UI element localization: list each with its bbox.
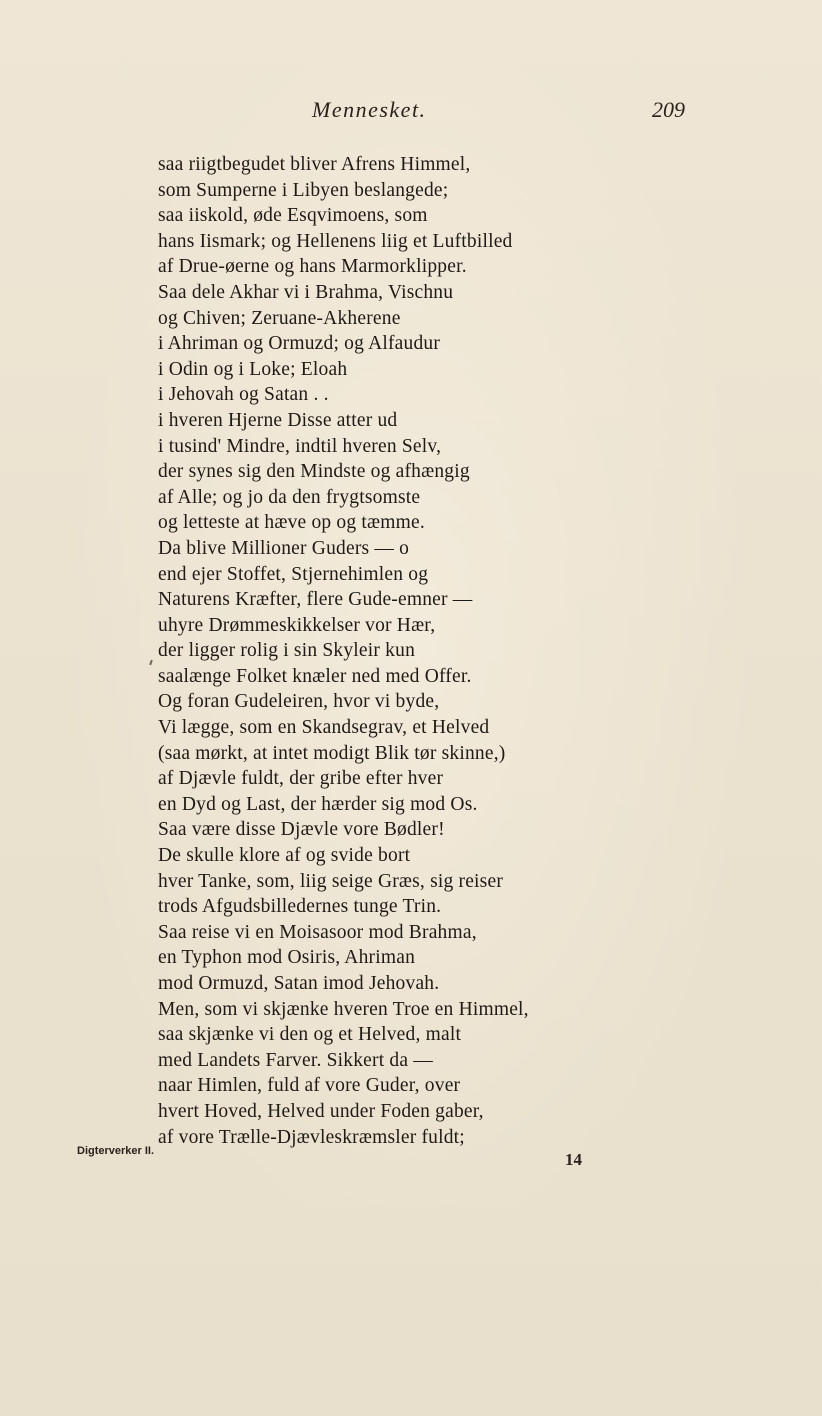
poem-line: i Ahriman og Ormuzd; og Alfaudur [158,333,441,355]
ink-speck [149,660,153,665]
poem-line: som Sumperne i Libyen beslangede; [158,179,449,201]
poem-line: hver Tanke, som, liig seige Græs, sig reiser [158,870,504,892]
poem-line: Saa være disse Djævle vore Bødler! [158,819,445,841]
poem-line: og letteste at hæve op og tæmme. [158,512,425,534]
poem-line: uhyre Drømmeskikkelser vor Hær, [158,614,436,636]
poem-line: og Chiven; Zeruane-Akherene [158,307,401,329]
poem-line: hans Iismark; og Hellenens liig et Luftbilled [158,230,513,252]
poem-line: trods Afgudsbilledernes tunge Trin. [158,896,442,918]
poem-line: Saa reise vi en Moisasoor mod Brahma, [158,921,477,943]
poem-line: i Jehovah og Satan . . [158,384,329,406]
poem-line: Og foran Gudeleiren, hvor vi byde, [158,691,440,713]
poem-line: saalænge Folket knæler ned med Offer. [158,665,472,687]
poem-text [158,152,718,1150]
page-number: 209 [652,97,685,122]
running-head [0,97,822,129]
poem-line: i hveren Hjerne Disse atter ud [158,409,398,431]
poem-line: med Landets Farver. Sikkert da — [158,1049,434,1071]
poem-line: Men, som vi skjænke hveren Troe en Himmel, [158,998,529,1020]
poem-line: i tusind' Mindre, indtil hveren Selv, [158,435,442,457]
poem-line: saa iiskold, øde Esqvimoens, som [158,205,428,227]
poem-line: i Odin og i Loke; Eloah [158,358,348,380]
poem-line: af vore Trælle-Djævleskræmsler fuldt; [158,1126,465,1148]
poem-line: Vi lægge, som en Skandsegrav, et Helved [158,717,490,739]
poem-line: Da blive Millioner Guders — o [158,537,410,559]
poem-line: Naturens Kræfter, flere Gude-emner — [158,589,473,611]
page-title: Mennesket. [312,97,427,122]
printer-signature: Digterverker II. [77,1145,155,1157]
poem-line: mod Ormuzd, Satan imod Jehovah. [158,973,440,994]
poem-line: af Drue-øerne og hans Marmorklipper. [158,256,467,278]
poem-line: af Djævle fuldt, der gribe efter hver [158,768,444,790]
poem-line: en Typhon mod Osiris, Ahriman [158,947,416,969]
poem-line: hvert Hoved, Helved under Foden gaber, [158,1100,484,1122]
poem-line: en Dyd og Last, der hærder sig mod Os. [158,793,478,815]
poem-line: De skulle klore af og svide bort [158,845,411,867]
poem-line: naar Himlen, fuld af vore Guder, over [158,1075,461,1097]
poem-line: saa skjænke vi den og et Helved, malt [158,1024,462,1046]
poem-line: saa riigtbegudet bliver Afrens Himmel, [158,154,471,175]
poem-line: af Alle; og jo da den frygtsomste [158,486,421,508]
poem-line: (saa mørkt, at intet modigt Blik tør skinne,) [158,742,506,764]
poem-line: der synes sig den Mindste og afhængig [158,461,470,483]
poem-line: der ligger rolig i sin Skyleir kun [158,640,416,662]
poem-line: Saa dele Akhar vi i Brahma, Vischnu [158,281,454,303]
poem-line: end ejer Stoffet, Stjernehimlen og [158,563,429,585]
sheet-number: 14 [565,1150,582,1169]
